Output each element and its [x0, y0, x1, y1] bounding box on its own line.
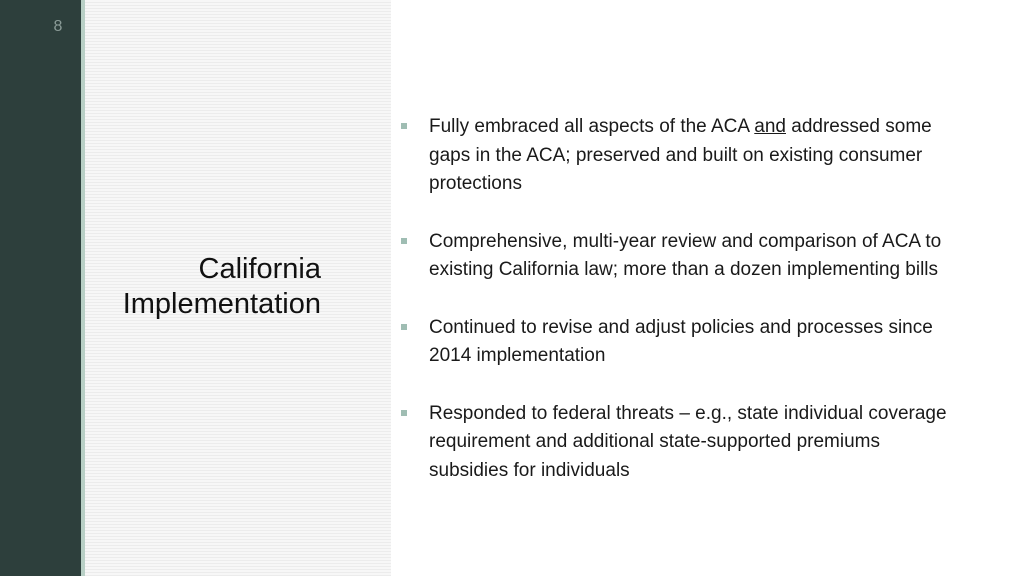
bullet-list [398, 113, 958, 514]
bullet-text: Continued to revise and adjust policies and processes since 2014 implementation [429, 316, 933, 366]
slide-title [123, 252, 321, 322]
bullet-item [398, 113, 958, 199]
bullet-item [398, 228, 958, 285]
bullet-item [398, 314, 958, 371]
square-bullet-icon [401, 410, 407, 416]
square-bullet-icon [401, 238, 407, 244]
slide-title-line-1: California [198, 253, 321, 285]
bullet-text-emphasis: and [754, 116, 786, 137]
slide-title-line-2: Implementation [122, 288, 321, 320]
sidebar-dark-bar [0, 0, 81, 576]
square-bullet-icon [401, 123, 407, 129]
bullet-item [398, 400, 958, 486]
bullet-text: Responded to federal threats – e.g., state individual coverage requirement and additional state-supported premiums subsidies for individuals [429, 402, 947, 481]
bullet-text-post: addressed some gaps in the ACA; preserved and built on existing consumer protections [429, 116, 932, 194]
bullet-text-pre: Fully embraced all aspects of the ACA [429, 116, 755, 137]
bullet-text: Comprehensive, multi-year review and comparison of ACA to existing California law; more than a dozen implementing bills [429, 230, 942, 280]
slide-number: 8 [53, 18, 63, 35]
square-bullet-icon [401, 324, 407, 330]
